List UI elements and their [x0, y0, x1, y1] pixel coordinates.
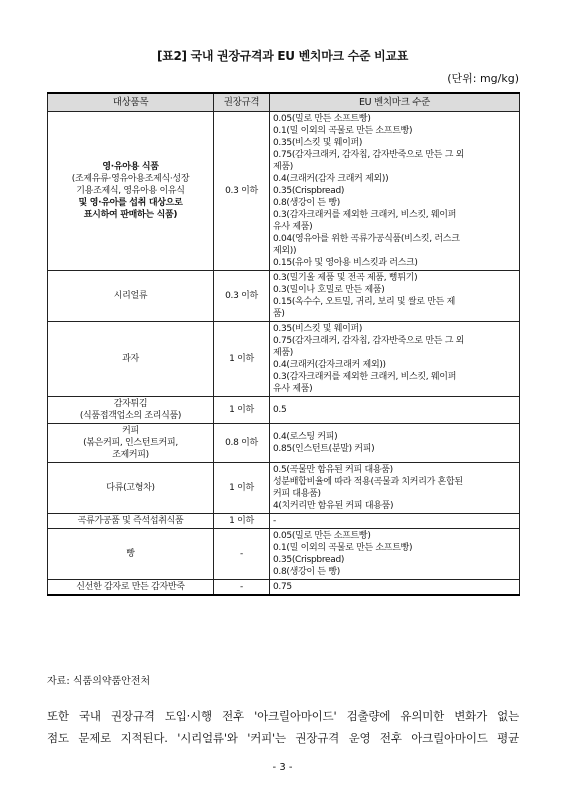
- category-line: 과자: [122, 354, 139, 364]
- row-limit: 0.8 이하: [214, 424, 270, 463]
- benchmark-line: 품): [273, 309, 285, 319]
- page-number: - 3 -: [272, 762, 293, 773]
- benchmark-line: 성분배합비율에 따라 적용(곡물과 치커리가 혼합된: [273, 477, 463, 487]
- benchmark-line: 0.8(생강이 든 빵): [273, 198, 340, 208]
- row-benchmarks: [270, 580, 520, 596]
- row-benchmarks: [270, 514, 520, 529]
- category-line: 다류(고형차): [106, 483, 155, 493]
- benchmark-line: 0.3(감자크래커를 제외한 크래커, 비스킷, 웨이퍼: [273, 210, 457, 220]
- category-line: 커피: [122, 426, 139, 436]
- category-line: 조제커피): [112, 450, 149, 460]
- benchmark-line: 0.5(곡물만 함유된 커피 대용품): [273, 465, 393, 475]
- row-benchmarks: [270, 112, 520, 271]
- row-limit: -: [214, 580, 270, 596]
- benchmark-line: 0.35(비스킷 및 웨이퍼): [273, 324, 363, 334]
- row-benchmarks: [270, 529, 520, 580]
- header-category: 대상품목: [48, 93, 214, 112]
- benchmark-line: 0.15(유아 및 영아용 비스킷과 러스크): [273, 258, 418, 268]
- row-category: [48, 463, 214, 514]
- header-limit: 권장규격: [214, 93, 270, 112]
- category-line: 빵: [126, 549, 135, 559]
- table-row: [48, 397, 520, 424]
- table-title: [표2] 국내 권장규격과 EU 벤치마크 수준 비교표: [157, 49, 408, 63]
- benchmark-line: 제품): [273, 348, 293, 358]
- paragraph-line: 또한 국내 권장규격 도입·시행 전후 '아크릴아마이드' 검출량에 유의미한 변화가 없는: [47, 709, 519, 723]
- benchmark-line: -: [273, 516, 276, 526]
- benchmark-line: 0.3(밀기울 제품 및 전곡 제품, 뻥튀기): [273, 273, 418, 283]
- benchmark-line: 0.75(감자크래커, 감자칩, 감자반죽으로 만든 그 외: [273, 150, 465, 160]
- category-line: 곡류가공품 및 즉석섭취식품: [77, 516, 184, 526]
- benchmark-line: 0.05(밀로 만든 소프트빵): [273, 114, 371, 124]
- row-limit: 1 이하: [214, 463, 270, 514]
- table-row: [48, 424, 520, 463]
- table-row: [48, 112, 520, 271]
- benchmark-line: 4(치커리만 함유된 커피 대용품): [273, 501, 394, 511]
- row-benchmarks: [270, 397, 520, 424]
- category-line: (조제유류·영유아용조제식·성장: [71, 174, 190, 184]
- row-benchmarks: [270, 322, 520, 397]
- benchmark-line: 0.35(비스킷 및 웨이퍼): [273, 138, 363, 148]
- benchmark-line: 0.4(크래커(감자크래커 제외)): [273, 360, 386, 370]
- row-category: [48, 529, 214, 580]
- benchmark-line: 0.85(인스턴트(분말) 커피): [273, 444, 375, 454]
- row-category: [48, 397, 214, 424]
- row-limit: 0.3 이하: [214, 271, 270, 322]
- benchmark-line: 0.1(밀 이외의 곡물로 만든 소프트빵): [273, 126, 413, 136]
- row-limit: 1 이하: [214, 514, 270, 529]
- table-row: [48, 463, 520, 514]
- unit-label: (단위: mg/kg): [447, 72, 519, 85]
- benchmark-line: 0.4(로스팅 커피): [273, 432, 338, 442]
- category-line: 신선한 감자로 만든 감자반죽: [76, 582, 185, 592]
- benchmark-line: 제품): [273, 162, 293, 172]
- category-line: 영·유아용 식품: [102, 162, 159, 172]
- row-limit: 0.3 이하: [214, 112, 270, 271]
- row-benchmarks: [270, 271, 520, 322]
- row-limit: 1 이하: [214, 397, 270, 424]
- category-line: 감자튀김: [113, 399, 148, 409]
- benchmark-line: 0.04(영유아를 위한 곡류가공식품(비스킷, 러스크: [273, 234, 460, 244]
- benchmark-line: 0.75: [273, 582, 292, 592]
- table-row: [48, 529, 520, 580]
- row-category: [48, 424, 214, 463]
- row-category: [48, 580, 214, 596]
- benchmark-line: 0.35(Crispbread): [273, 555, 345, 565]
- benchmark-line: 0.75(감자크래커, 감자칩, 감자반죽으로 만든 그 외: [273, 336, 465, 346]
- row-limit: -: [214, 529, 270, 580]
- table-row: [48, 271, 520, 322]
- table-row: [48, 322, 520, 397]
- row-category: [48, 514, 214, 529]
- comparison-table: [47, 92, 520, 596]
- benchmark-line: 커피 대용품): [273, 489, 321, 499]
- table-row: [48, 514, 520, 529]
- benchmark-line: 0.5: [273, 405, 287, 415]
- category-line: 표시하여 판매하는 식품): [83, 210, 178, 220]
- row-category: [48, 112, 214, 271]
- benchmark-line: 0.35(Crispbread): [273, 186, 345, 196]
- paragraph-line: 점도 문제로 지적된다. '시리얼류'와 '커피'는 권장규격 운영 전후 아크릴아마이드 평균: [47, 731, 519, 745]
- row-category: [48, 271, 214, 322]
- row-benchmarks: [270, 424, 520, 463]
- benchmark-line: 0.05(밀로 만든 소프트빵): [273, 531, 371, 541]
- benchmark-line: 0.8(생강이 든 빵): [273, 567, 340, 577]
- benchmark-line: 유사 제품): [273, 222, 313, 232]
- benchmark-line: 0.3(밀이나 호밀로 만든 제품): [273, 285, 385, 295]
- row-benchmarks: [270, 463, 520, 514]
- benchmark-line: 0.15(옥수수, 오트밀, 귀리, 보리 및 쌀로 만든 제: [273, 297, 455, 307]
- category-line: 및 영·유아를 섭취 대상으로: [78, 198, 183, 208]
- table-header-row: [48, 93, 520, 112]
- benchmark-line: 0.4(크래커(감자 크래커 제외)): [273, 174, 389, 184]
- category-line: 시리얼류: [113, 291, 148, 301]
- row-category: [48, 322, 214, 397]
- table-row: [48, 580, 520, 596]
- category-line: (볶은커피, 인스턴트커피,: [83, 438, 178, 448]
- benchmark-line: 유사 제품): [273, 384, 313, 394]
- body-paragraph: [47, 705, 519, 749]
- benchmark-line: 0.3(감자크래커를 제외한 크래커, 비스킷, 웨이퍼: [273, 372, 457, 382]
- benchmark-line: 0.1(밀 이외의 곡물로 만든 소프트빵): [273, 543, 413, 553]
- row-limit: 1 이하: [214, 322, 270, 397]
- category-line: (식품접객업소의 조리식품): [79, 411, 182, 421]
- category-line: 기용조제식, 영유아용 이유식: [76, 186, 185, 196]
- source-note: 자료: 식품의약품안전처: [47, 676, 151, 687]
- benchmark-line: 제외)): [273, 246, 297, 256]
- header-benchmark: EU 벤치마크 수준: [270, 93, 520, 112]
